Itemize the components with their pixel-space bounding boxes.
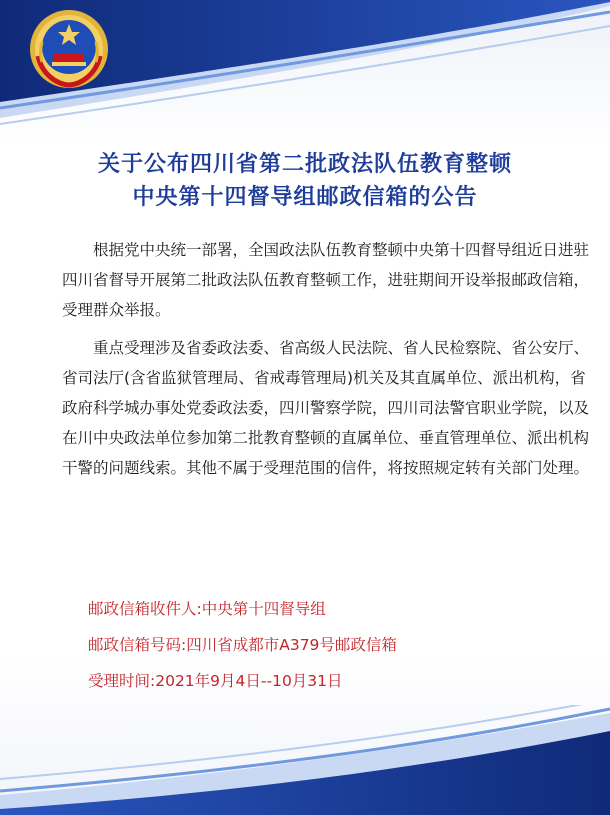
paragraph-2: 重点受理涉及省委政法委、省高级人民法院、省人民检察院、省公安厅、省司法厅(含省监狱管理局、省戒毒管理局)机关及其直属单位、派出机构，省政府科学城办事处党委政法委，四川警察学院，四川司法警官职业学院，以及在川中央政法单位参加第二批教育整顿的直属单位、垂直管理单位、派出机构干警的问题线索。其他不属于受理范围的信件，将按照规定转有关部门处理。 bbox=[62, 339, 590, 477]
notice-title bbox=[0, 148, 610, 214]
paragraph-1: 根据党中央统一部署，全国政法队伍教育整顿中央第十四督导组近日进驻四川省督导开展第二批政法队伍教育整顿工作，进驻期间开设举报邮政信箱，受理群众举报。 bbox=[62, 241, 590, 319]
contact-info bbox=[88, 591, 568, 699]
notice-body bbox=[62, 235, 590, 491]
mailbox-recipient: 邮政信箱收件人:中央第十四督导组 bbox=[88, 600, 326, 618]
bottom-wave-decoration bbox=[0, 705, 610, 815]
title-line-2: 中央第十四督导组邮政信箱的公告 bbox=[132, 184, 478, 210]
acceptance-period: 受理时间:2021年9月4日--10月31日 bbox=[88, 672, 343, 690]
procuratorate-emblem-icon bbox=[28, 8, 110, 90]
mailbox-number: 邮政信箱号码:四川省成都市A379号邮政信箱 bbox=[88, 636, 397, 654]
title-line-1: 关于公布四川省第二批政法队伍教育整顿 bbox=[97, 151, 512, 177]
